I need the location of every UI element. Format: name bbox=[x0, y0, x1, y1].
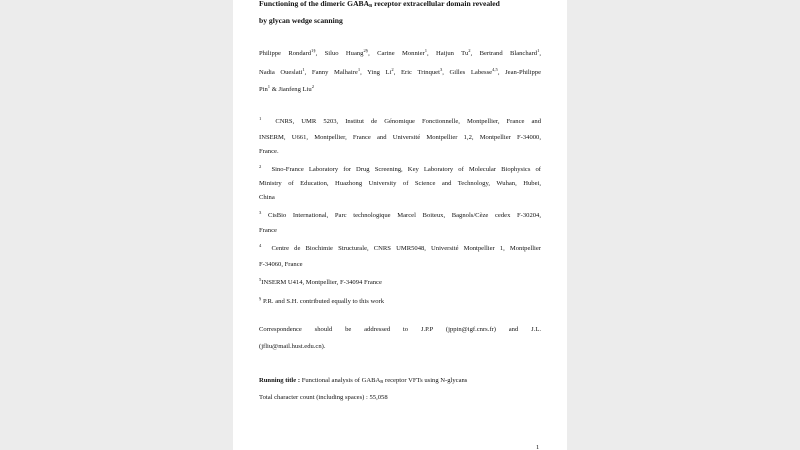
author: Ying Li$^2$, bbox=[367, 67, 401, 76]
affiliation-2-line-1: $^2$ Sino-France Laboratory for Drug Screening, Key Laboratory of Molecular Biophysics of bbox=[259, 164, 541, 173]
running-title: Running title : Functional analysis of $GABA_B$ receptor VFTs using N-glycans bbox=[259, 377, 468, 384]
equal-contribution-note: § P.R. and S.H. contributed equally to this work bbox=[259, 296, 385, 305]
author: Philippe Rondard$^{1\S}$, bbox=[259, 48, 325, 57]
author: Jianfeng Liu$^2$ bbox=[278, 84, 314, 93]
author: Siluo Huang$^{2\S}$, bbox=[324, 48, 378, 57]
author: Eric Trinquet$^3$, bbox=[400, 67, 450, 76]
author: Pin$^1$ bbox=[259, 84, 271, 93]
affiliation-4-line-2: F-34060, France bbox=[259, 261, 303, 268]
document-page bbox=[233, 0, 567, 450]
affiliation-1-line-3: France. bbox=[259, 148, 279, 155]
affiliation-1-line-1: $^1$ CNRS, UMR 5203, Institut de Génomique Fonctionnelle, Montpellier, France and bbox=[259, 116, 541, 125]
affiliation-3-line-2: France bbox=[259, 227, 277, 234]
title-text: Functioning of the dimeric GABA bbox=[259, 0, 370, 8]
author: Fanny Malhaire$^1$, bbox=[311, 67, 368, 76]
author: Carine Monnier$^1$, bbox=[377, 48, 436, 57]
author-line-3: Pin$^1$ & Jianfeng Liu$^2$ bbox=[259, 84, 314, 93]
character-count: Total character count (including spaces) : 55,058 bbox=[259, 394, 388, 401]
page-number: 1 bbox=[536, 444, 540, 450]
running-title-label: Running title : bbox=[259, 377, 301, 384]
affiliation-3-line-1: $^3$ CisBio International, Parc technologique Marcel Boiteux, Bagnols/Cèze cedex F-30204, bbox=[259, 210, 542, 219]
author: Gilles Labesse$^{4,5}$, Jean-Philippe bbox=[449, 67, 542, 76]
affiliation-1-line-2: INSERM, U661, Montpellier, France and Université Montpellier 1,2, Montpellier F-34000, bbox=[259, 134, 541, 141]
author-line-1 bbox=[259, 50, 541, 58]
paper-title-line-2: by glycan wedge scanning bbox=[259, 16, 343, 25]
author-line-2 bbox=[259, 69, 541, 77]
affiliation-4-line-1: $^4$ Centre de Biochimie Structurale, CNRS UMR5048, Université Montpellier 1, Montpellier bbox=[259, 243, 542, 252]
title-subscript: B bbox=[369, 3, 373, 8]
affiliation-2-line-2: Ministry of Education, Huazhong University of Science and Technology, Wuhan, Hubei, bbox=[259, 180, 541, 187]
paper-title-line-1 bbox=[259, 0, 543, 9]
author: Haijun Tu$^2$, bbox=[436, 48, 480, 57]
affiliation-2-line-3: China bbox=[259, 194, 275, 201]
author: Nadia Oueslati$^1$, bbox=[259, 67, 312, 76]
title-text-suffix: receptor extracellular domain revealed bbox=[372, 0, 500, 8]
correspondence-line-1: Correspondence should be addressed to J.P.P (jppin@igf.cnrs.fr) and J.L. bbox=[259, 326, 541, 333]
author: Bertrand Blanchard$^1$, bbox=[479, 48, 542, 57]
affiliation-5: $^5$INSERM U414, Montpellier, F-34094 France bbox=[259, 277, 382, 286]
correspondence-line-2: (jfliu@mail.hust.edu.cn). bbox=[259, 343, 326, 350]
